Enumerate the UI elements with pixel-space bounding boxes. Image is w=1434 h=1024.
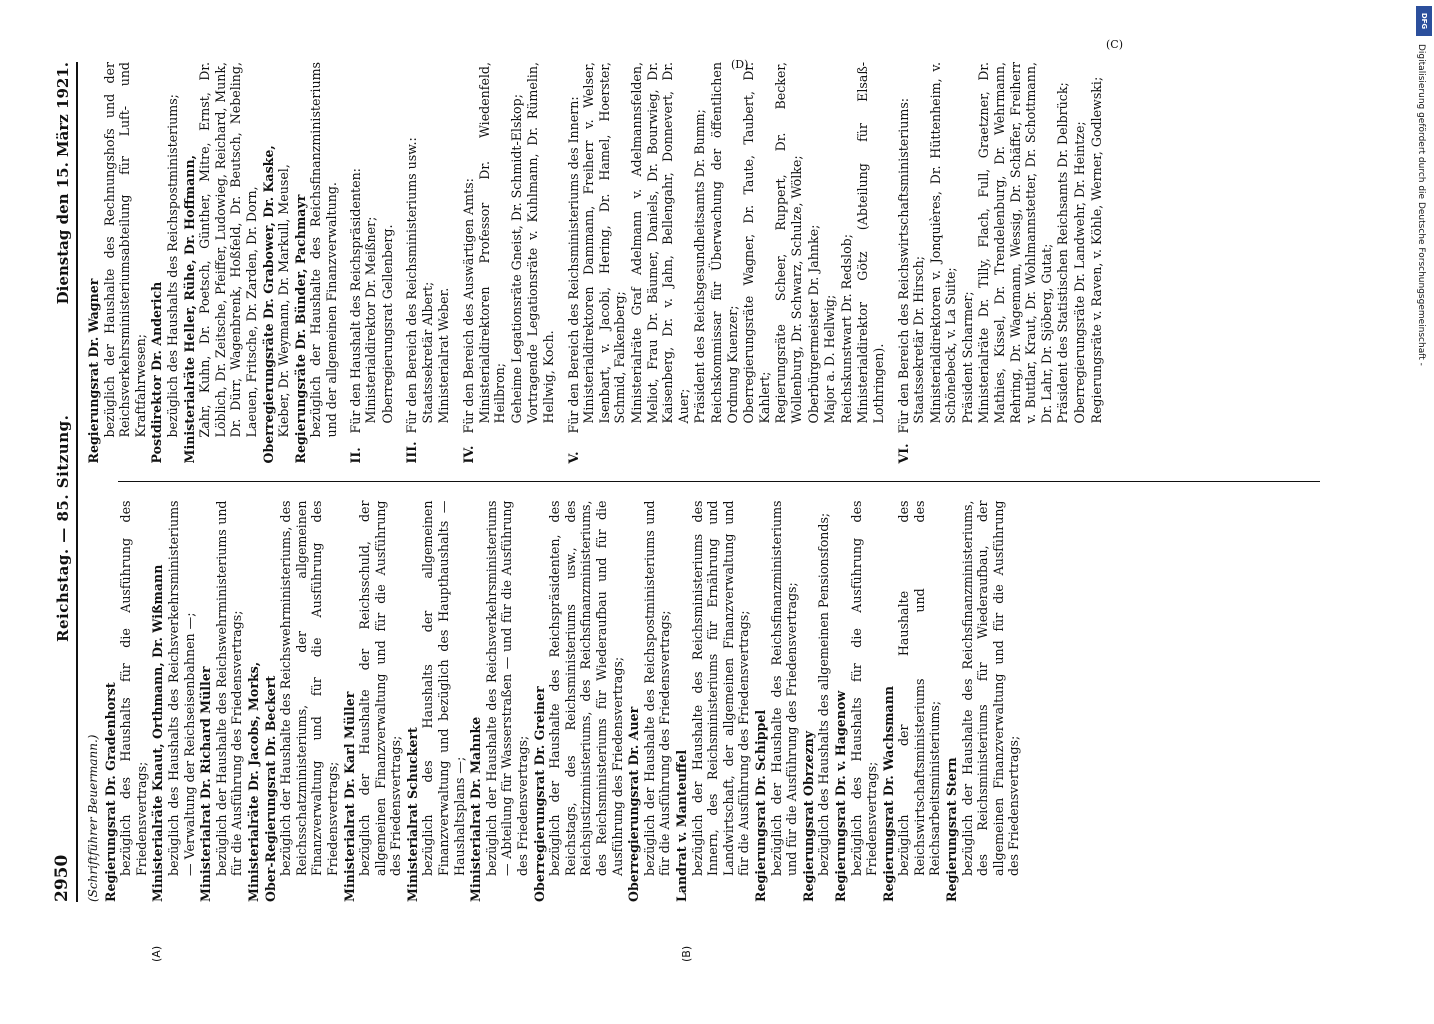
official-responsibility: bezüglich des Haushalts des Reichsverkehrsministeriums — Verwaltung der Reichseisenbahnen —;	[165, 500, 197, 876]
list-item	[468, 501, 530, 903]
list-item	[405, 501, 467, 903]
official-name: Regierungsrat Dr. Schippel	[752, 709, 768, 902]
official-responsibility: bezüglich des Haushalts der allgemeinen Finanzverwaltung und bezüglich des Haupthaushalts — Haushaltsplans —;	[420, 500, 467, 876]
official-responsibility: bezüglich der Haushalte des Reichspostministeriums und für die Ausführung des Friedensvertrags;	[641, 500, 673, 876]
page-number: 2950	[52, 854, 72, 902]
official-name: Ministerialräte Heller, Rühe, Dr. Hoffmann,	[181, 155, 197, 464]
list-item	[150, 501, 197, 903]
official-responsibility: bezüglich der Haushalte des Reichsfinanzministeriums, des Reichsministeriums für Wiederaufbau, der allgemeinen Finanzverwaltung und für die Ausführung des Friedensvertrags;	[959, 500, 1022, 876]
list-item	[753, 501, 800, 903]
list-item: Präsident des Reichsgesundheitsamts Dr. Bumm;	[692, 109, 708, 424]
list-item	[198, 501, 245, 903]
column-intro: (Schriftführer Beuermann.)	[86, 734, 100, 902]
official-name: Ministerialräte Dr. Jacobs, Morks,	[245, 661, 261, 902]
official-responsibility: bezüglich der Haushalte der Reichsschuld, der allgemeinen Finanzverwaltung und für die Ausführung des Friedensvertrags;	[357, 500, 404, 876]
official-name: Ministerialrat Schuckert	[404, 727, 420, 902]
official-name: Regierungsrat Dr. v. Hagenow	[832, 690, 848, 902]
list-item: Ministerialdirektoren v. Jonquières, Dr. Hüttenheim, v. Schönebeck, v. La Suite;	[927, 62, 959, 424]
list-item	[182, 62, 260, 464]
column-divider	[118, 482, 1320, 483]
official-name: Oberregierungsräte Dr. Grabower, Dr. Kaske,	[260, 145, 276, 464]
list-item: Oberregierungsräte Wagner, Dr. Taute, Taubert, Dr. Kahlert;	[741, 62, 772, 424]
section-body	[461, 62, 558, 434]
section-body	[566, 62, 888, 434]
section-title: Für den Bereich des Reichswirtschaftsministeriums:	[895, 97, 911, 434]
list-item: Oberregierungsräte Dr. Landwehr, Dr. Heintze;	[1072, 121, 1088, 424]
official-responsibility: bezüglich der Haushalte des Reichsfinanzministeriums und der allgemeinen Finanzverwaltung.	[308, 62, 339, 438]
official-responsibility: bezüglich der Haushalte des Reichsfinanzministeriums und für die Ausführung des Friedensvertrags;	[768, 500, 800, 876]
official-responsibility: Zahr, Kuhn, Dr. Poetsch, Günther, Mitre, Ernst, Dr. Löblich, Dr. Zeitsche, Pfeiffer, Ludowieg, Reichard, Munk, Dr. Dürr, Wagenbrenk, Hoßfeld, Dr. Beutsch, Nebeling, Laeuen, Fritsche, Dr. Zarden, Dr. Dorn,	[197, 62, 259, 438]
list-item	[674, 501, 752, 903]
list-item: Ministerialdirektoren Professor Dr. Wiedenfeld, Heilbron;	[476, 62, 508, 424]
official-responsibility: bezüglich der Haushalte des Reichsministeriums des Innern, des Reichsministeriums für Ernährung und Landwirtschaft, der allgemeinen Finanzverwaltung und für die Ausführung des Friedensvertrags;	[689, 500, 752, 876]
section-title: Für den Bereich des Reichsministeriums usw.:	[404, 137, 420, 434]
list-item: Reichskommissar für Überwachung der öffentlichen Ordnung Kuenzer;	[708, 62, 740, 424]
list-item: Ministerialrat Weber.	[436, 287, 452, 424]
list-item	[246, 501, 262, 903]
section-number: II.	[347, 447, 363, 464]
digitization-note: Digitalisierung gefördert durch die Deutsche Forschungsgemeinschaft -	[1416, 44, 1426, 366]
official-name: Oberregierungsrat Dr. Auer	[626, 706, 642, 902]
right-entries	[86, 62, 340, 464]
dfg-logo: DFG	[1416, 6, 1432, 36]
official-name: Ministerialrat Dr. Mahnke	[468, 716, 484, 902]
official-name: Regierungsrat Stern	[944, 757, 960, 902]
official-responsibility: bezüglich der Haushalte des Reichswehrministeriums, des Reichsschatzministeriums, der allgemeinen Finanzverwaltung und für die Ausführung des Friedensvertrags;	[278, 500, 340, 876]
official-name: Regierungsrat Obrzezny	[800, 730, 816, 902]
list-item	[261, 62, 292, 464]
official-name: Ministerialrat Dr. Richard Müller	[198, 666, 214, 902]
list-item: Geheime Legationsräte Gneist, Dr. Schmidt-Elskop;	[508, 94, 524, 424]
official-responsibility: bezüglich der Haushalte des Reichswehrministeriums und für die Ausführung des Friedensvertrags;	[213, 500, 245, 876]
official-responsibility: bezüglich der Haushalte des Reichsverkehrsministeriums — Abteilung für Wasserstraßen — und für die Ausführung des Friedensvertrags;	[483, 500, 531, 876]
official-name: Oberregierungsrat Dr. Greiner	[531, 686, 547, 902]
text-columns	[80, 62, 1320, 962]
list-item	[626, 501, 673, 903]
official-responsibility: bezüglich der Haushalte des Rechnungshofs und der Reichsverkehrsministeriumsabteilung für Luft- und Kraftfahrwesen;	[101, 62, 148, 438]
right-sections	[348, 62, 1106, 464]
official-name: Ministerialräte Knaut, Orthmann, Dr. Wißmann	[150, 564, 166, 902]
list-item	[801, 501, 832, 903]
left-entries	[103, 501, 1022, 903]
list-item: Oberbürgermeister Dr. Jahnke;	[805, 224, 821, 424]
list-item: Regierungsräte Scheer, Ruppert, Dr. Becker, Wollenburg, Dr. Schwarz, Schulze, Wölke;	[773, 62, 804, 424]
official-responsibility: bezüglich der Haushalte des Reichswirtschaftsministeriums und des Reichsarbeitsministeriums;	[896, 500, 943, 876]
section-number: IV.	[461, 445, 477, 464]
official-responsibility: bezüglich des Haushalts für die Ausführung des Friedensvertrags;	[848, 500, 880, 876]
list-item	[86, 62, 148, 464]
official-name: Regierungsrat Dr. Wachsmann	[880, 685, 896, 902]
list-item: Staatssekretär Dr. Hirsch;	[911, 256, 927, 424]
list-item	[342, 501, 404, 903]
page-title: Reichstag. — 85. Sitzung.	[54, 414, 72, 642]
official-name: Landrat v. Manteuffel	[673, 749, 689, 902]
list-item: Vortragende Legationsräte v. Kuhlmann, Dr. Rümelin, Hellwig, Koch.	[525, 62, 557, 424]
official-name: Ministerialrat Dr. Karl Müller	[341, 691, 357, 902]
list-item: Ministerialräte Graf Adelmann v. Adelmannsfelden, Meliot, Frau Dr. Bäumer, Daniels, Dr. Bourwieg, Dr. Kaisenberg, Dr. v. Jahn, Bellengahr, Donnevert, Dr. Auer;	[629, 62, 691, 424]
margin-mark-d: (D)	[731, 58, 749, 71]
list-item	[944, 501, 1022, 903]
list-item: Ministerialdirektoren Dammann, Freiherr v. Welser, Isenbart, v. Jacobi, Hering, Dr. Hamel, Hoerster, Schmid, Falkenberg;	[581, 62, 628, 424]
list-item: Regierungsräte v. Raven, v. Köhle, Werner, Godlewski;	[1088, 76, 1104, 424]
list-item	[263, 501, 341, 903]
list-item: Präsident des Statistischen Reichsamts Dr. Delbrück;	[1055, 82, 1071, 424]
list-item: Reichskunstwart Dr. Redslob;	[838, 234, 854, 424]
official-responsibility: bezüglich des Haushalts des allgemeinen Pensionsfonds;	[816, 512, 832, 876]
list-item	[103, 501, 150, 903]
left-column	[80, 491, 1320, 903]
list-item	[833, 501, 880, 903]
section-body	[348, 62, 397, 434]
official-name: Regierungsrat Dr. Wagner	[86, 278, 101, 464]
section-title: Für den Bereich des Auswärtigen Amts:	[461, 178, 477, 434]
list-item	[881, 501, 943, 903]
list-item	[532, 501, 626, 903]
section-title: Für den Bereich des Reichsministeriums des Innern:	[565, 96, 581, 434]
section-number: III.	[404, 441, 420, 464]
margin-mark-c: (C)	[1106, 38, 1123, 51]
margin-mark-a: (A)	[150, 945, 163, 962]
section-body	[404, 62, 453, 434]
official-responsibility: Kieber, Dr. Weymann, Dr. Markull, Meusel,	[276, 164, 292, 438]
list-item	[293, 62, 340, 464]
list-item: Major a. D. Hellwig;	[822, 294, 838, 424]
official-name: Regierungsräte Dr. Bünder, Pachmayr	[292, 194, 308, 464]
session-date: Dienstag den 15. März 1921.	[54, 62, 72, 305]
official-responsibility: bezüglich des Haushalts des Reichspostministeriums;	[164, 94, 180, 438]
official-name: Regierungsrat Dr. Gradenhorst	[102, 682, 118, 902]
list-item: Ministerialdirektor Götz (Abteilung für Elsaß-Lothringen).	[855, 62, 886, 424]
list-item: Ministerialräte Dr. Tilly, Flach, Full, Graetzner, Dr. Mathies, Kissel, Dr. Trendelenburg, Dr. Wehrmann, Rehring, Dr. Wagemann, Wessig, Dr. Schäffer, Freiherr v. Buttlar, Kraut, Dr. Wohlmannstetter, Dr. Schottmann, Dr. Lahr, Dr. Sjöberg, Gutat;	[976, 62, 1054, 424]
section	[348, 62, 397, 464]
section-number: VI.	[895, 443, 911, 464]
section	[404, 62, 453, 464]
list-item: Staatssekretär Albert;	[419, 281, 435, 424]
official-responsibility: bezüglich des Haushalts für die Ausführung des Friedensvertrags;	[118, 500, 149, 876]
section-title: Für den Haushalt des Reichspräsidenten:	[347, 168, 363, 434]
margin-mark-b: (B)	[680, 945, 693, 962]
list-item: Oberregierungsrat Gellenberg.	[379, 224, 395, 424]
official-responsibility: bezüglich der Haushalte des Reichspräsidenten, des Reichstags, des Reichsministeriums usw., des Reichsjustizministeriums, des Reichsfinanzministeriums, des Reichsministeriums für Wiederaufbau und für die Ausführung des Friedensvertrags;	[547, 500, 625, 876]
section-body	[896, 62, 1106, 434]
list-item: Ministerialdirektor Dr. Meißner;	[363, 216, 379, 424]
list-item	[149, 62, 180, 464]
section	[896, 62, 1106, 464]
right-column	[80, 62, 1320, 474]
section	[566, 62, 888, 464]
official-name: Ober-Regierungsrat Dr. Beckert	[262, 675, 278, 902]
section	[461, 62, 558, 464]
list-item: Präsident Scharmer;	[959, 291, 975, 424]
official-name: Postdirektor Dr. Anderich	[149, 281, 165, 464]
page-header	[46, 62, 78, 902]
section-number: V.	[565, 451, 581, 464]
